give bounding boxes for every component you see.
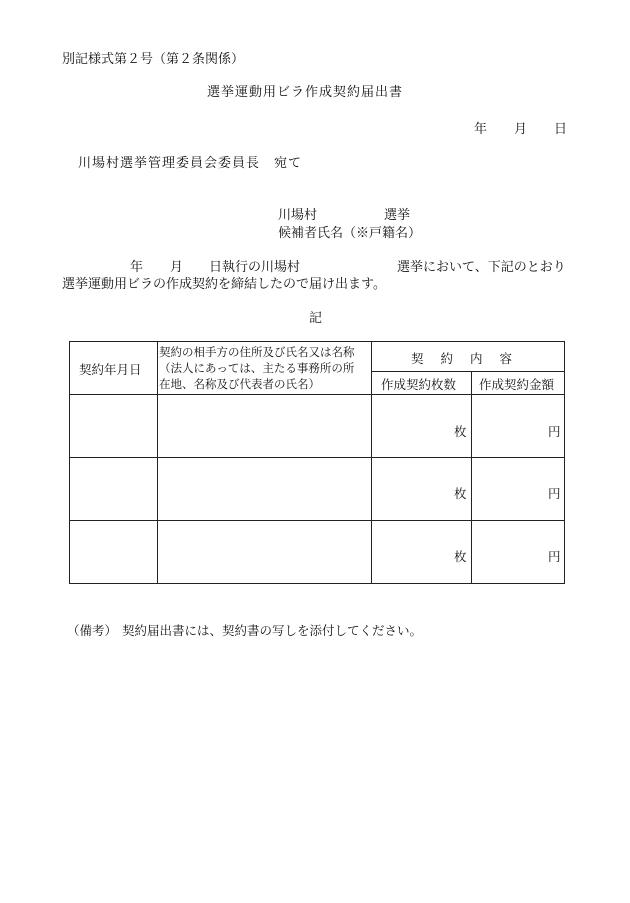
header-party-line: 在地、名称及び代表者の氏名） — [159, 377, 320, 391]
applicant-village: 川場村 — [278, 208, 318, 223]
body-month: 月 — [170, 260, 184, 275]
note-text: 契約届出書には、契約書の写しを添付してください。 — [122, 623, 423, 638]
table-hline — [70, 457, 564, 458]
date-month-label: 月 — [514, 122, 528, 137]
header-contract-content: 契約内容 — [411, 351, 530, 366]
row-count-unit: 枚 — [454, 549, 467, 564]
header-count: 作成契約枚数 — [381, 377, 457, 392]
row-amount-unit: 円 — [548, 424, 561, 439]
form-label: 別記様式第２号（第２条関係） — [62, 52, 245, 67]
page-title: 選挙運動用ビラ作成契約届出書 — [207, 85, 404, 100]
applicant-name-label: 候補者氏名（※戸籍名） — [278, 226, 422, 241]
date-day-label: 日 — [554, 122, 568, 137]
header-party-line: 契約の相手方の住所及び氏名又は名称 — [159, 345, 355, 359]
applicant-election: 選挙 — [384, 208, 411, 223]
header-party-line: （法人にあっては、主たる事務所の所 — [159, 361, 355, 375]
note-label: （備考） — [67, 623, 118, 638]
row-amount-unit: 円 — [548, 549, 561, 564]
table-vline — [371, 342, 372, 583]
contract-table — [69, 341, 565, 584]
header-contract-date: 契約年月日 — [79, 362, 142, 377]
row-count-unit: 枚 — [454, 486, 467, 501]
table-hline — [70, 394, 564, 395]
addressee: 川場村選挙管理委員会委員長 宛て — [78, 156, 303, 171]
body-election-phrase: 選挙において、下記のとおり — [397, 260, 566, 275]
ki-heading: 記 — [309, 311, 323, 326]
body-line-2: 選挙運動用ビラの作成契約を締結したので届け出ます。 — [62, 277, 386, 292]
row-amount-unit: 円 — [548, 486, 561, 501]
table-vline — [157, 342, 158, 583]
row-count-unit: 枚 — [454, 424, 467, 439]
header-party — [159, 344, 355, 392]
table-hline — [371, 371, 564, 372]
date-year-label: 年 — [474, 122, 488, 137]
body-day-phrase: 日執行の川場村 — [209, 260, 301, 275]
table-hline — [70, 520, 564, 521]
table-vline — [471, 371, 472, 583]
header-amount: 作成契約金額 — [479, 377, 555, 392]
body-year: 年 — [130, 260, 144, 275]
